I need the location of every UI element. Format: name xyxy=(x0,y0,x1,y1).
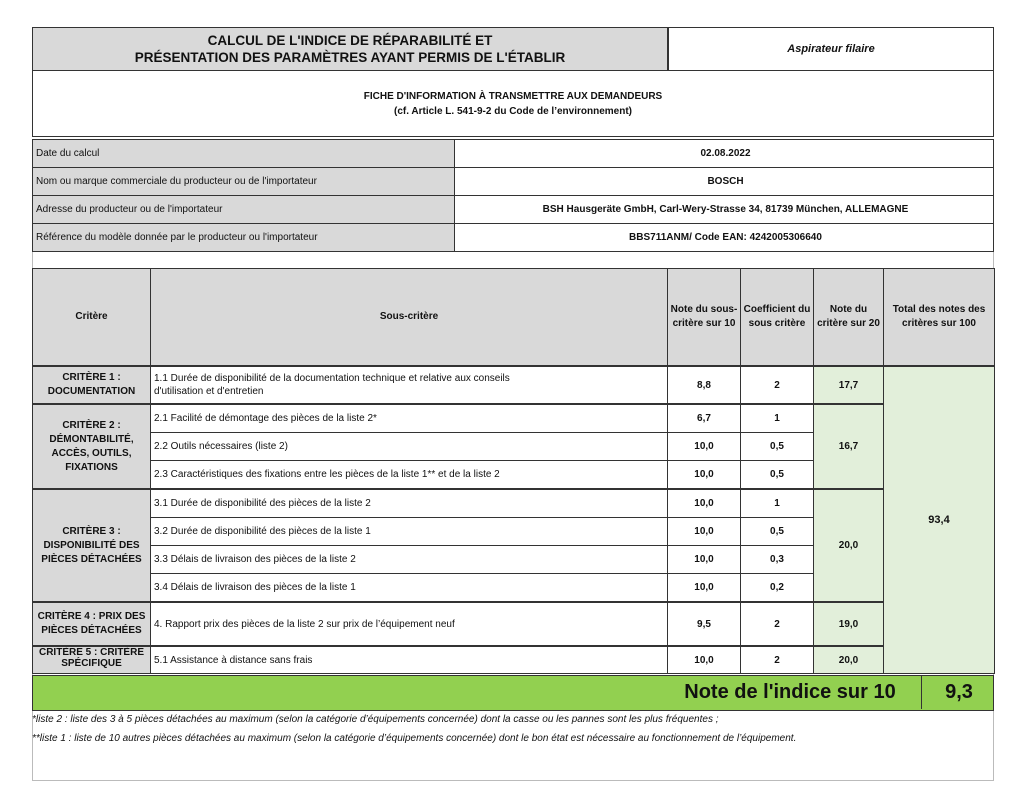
criterion-label-line: CRITÈRE 1 : xyxy=(62,372,121,383)
header-note-critere: Note du critère sur 20 xyxy=(814,269,884,367)
info-label: Adresse du producteur ou de l'importateur xyxy=(33,196,455,224)
sub-criterion-note: 10,0 xyxy=(668,518,741,546)
info-label: Nom ou marque commerciale du producteur ou de l'importateur xyxy=(33,168,455,196)
sub-criterion-label xyxy=(151,366,668,404)
table-row xyxy=(33,366,995,404)
criterion-label-line: PIÈCES DÉTACHÉES xyxy=(41,625,142,636)
sub-criterion-note: 10,0 xyxy=(668,574,741,603)
sub-criterion-coef: 2 xyxy=(741,366,814,404)
sub-criterion-label: 4. Rapport prix des pièces de la liste 2 sur prix de l’équipement neuf xyxy=(151,602,668,646)
sub-criterion-coef: 0,2 xyxy=(741,574,814,603)
criterion-label-line: PIÈCES DÉTACHÉES xyxy=(41,553,142,565)
sub-criterion-coef: 2 xyxy=(741,646,814,674)
criterion-label-line: DÉMONTABILITÉ, xyxy=(49,433,134,445)
sub-criterion-label: 3.2 Durée de disponibilité des pièces de la liste 1 xyxy=(151,518,668,546)
info-value: BSH Hausgeräte GmbH, Carl-Wery-Strasse 34, 81739 München, ALLEMAGNE xyxy=(455,196,994,224)
title-line-1: CALCUL DE L'INDICE DE RÉPARABILITÉ ET xyxy=(207,33,493,48)
footnote-liste-1: **liste 1 : liste de 10 autres pièces détachées au maximum (selon la catégorie d’équipements concernée) dont le bon état est nécessaire au fonctionnement de l’équipement. xyxy=(32,733,797,744)
criterion-4-name xyxy=(33,602,151,646)
criterion-label-line: CRITÈRE 5 : CRITÈRE xyxy=(38,647,144,658)
info-value: BBS711ANM/ Code EAN: 4242005306640 xyxy=(455,224,994,252)
sub-criterion-coef: 1 xyxy=(741,489,814,518)
criteria-table xyxy=(32,268,995,674)
info-table xyxy=(32,139,994,252)
sub-criterion-note: 8,8 xyxy=(668,366,741,404)
title-line-2: PRÉSENTATION DES PARAMÈTRES AYANT PERMIS DE L'ÉTABLIR xyxy=(134,50,566,65)
final-score-value: 9,3 xyxy=(921,676,996,709)
document-title xyxy=(32,27,668,71)
sub-criterion-coef: 1 xyxy=(741,404,814,433)
header-critere: Critère xyxy=(33,269,151,367)
criterion-score: 20,0 xyxy=(814,489,884,602)
criterion-score: 19,0 xyxy=(814,602,884,646)
criterion-label-line: CRITÈRE 3 : xyxy=(62,525,121,537)
header-total: Total des notes des critères sur 100 xyxy=(884,269,995,367)
criterion-score: 20,0 xyxy=(814,646,884,674)
sub-criterion-coef: 0,3 xyxy=(741,546,814,574)
sub-criterion-line: 1.1 Durée de disponibilité de la documentation technique et relative aux conseils xyxy=(154,373,510,384)
info-row xyxy=(33,196,994,224)
total-score: 93,4 xyxy=(884,366,995,674)
table-row xyxy=(33,602,995,646)
criterion-score: 16,7 xyxy=(814,404,884,489)
sheet-heading-line-2: (cf. Article L. 541-9-2 du Code de l’environnement) xyxy=(393,105,632,117)
table-row xyxy=(33,489,995,518)
criterion-label-line: ACCÈS, OUTILS, xyxy=(51,447,132,459)
sub-criterion-label: 2.1 Facilité de démontage des pièces de la liste 2* xyxy=(151,404,668,433)
sub-criterion-label: 2.3 Caractéristiques des fixations entre les pièces de la liste 1** et de la liste 2 xyxy=(151,461,668,490)
sub-criterion-note: 10,0 xyxy=(668,546,741,574)
info-label: Date du calcul xyxy=(33,140,455,168)
product-type-label: Aspirateur filaire xyxy=(787,43,875,55)
criterion-label-line: CRITÈRE 4 : PRIX DES xyxy=(37,611,146,622)
sheet-heading-line-1: FICHE D'INFORMATION À TRANSMETTRE AUX DEMANDEURS xyxy=(363,90,663,102)
sub-criterion-note: 10,0 xyxy=(668,646,741,674)
sub-criterion-coef: 2 xyxy=(741,602,814,646)
header-coefficient: Coefficient du sous critère xyxy=(741,269,814,367)
sub-criterion-label: 3.4 Délais de livraison des pièces de la liste 1 xyxy=(151,574,668,603)
info-value: 02.08.2022 xyxy=(455,140,994,168)
sub-criterion-note: 9,5 xyxy=(668,602,741,646)
sub-criterion-label: 5.1 Assistance à distance sans frais xyxy=(151,646,668,674)
table-row xyxy=(33,404,995,433)
header-sous-critere: Sous-critère xyxy=(151,269,668,367)
criterion-label-line: SPÉCIFIQUE xyxy=(61,658,122,669)
criterion-label-line: CRITÈRE 2 : xyxy=(62,419,121,431)
sub-criterion-coef: 0,5 xyxy=(741,433,814,461)
info-value: BOSCH xyxy=(455,168,994,196)
criterion-label-line: DOCUMENTATION xyxy=(47,386,136,397)
info-sheet-heading xyxy=(32,71,994,137)
criterion-label-line: FIXATIONS xyxy=(65,461,118,473)
info-row xyxy=(33,168,994,196)
criterion-2-name xyxy=(33,404,151,489)
product-type xyxy=(668,27,994,71)
final-score-label: Note de l'indice sur 10 xyxy=(684,681,896,703)
info-label: Référence du modèle donnée par le producteur ou l'importateur xyxy=(33,224,455,252)
info-row xyxy=(33,224,994,252)
criterion-label-line: DISPONIBILITÉ DES xyxy=(43,539,140,551)
criterion-score: 17,7 xyxy=(814,366,884,404)
header-note-sous-critere: Note du sous-critère sur 10 xyxy=(668,269,741,367)
sub-criterion-label: 3.1 Durée de disponibilité des pièces de la liste 2 xyxy=(151,489,668,518)
sub-criterion-note: 10,0 xyxy=(668,461,741,490)
final-score-row xyxy=(32,675,994,711)
criterion-3-name xyxy=(33,489,151,602)
sub-criterion-coef: 0,5 xyxy=(741,461,814,490)
sub-criterion-line: d'utilisation et d'entretien xyxy=(154,386,264,397)
sub-criterion-coef: 0,5 xyxy=(741,518,814,546)
sub-criterion-label: 3.3 Délais de livraison des pièces de la liste 2 xyxy=(151,546,668,574)
table-row xyxy=(33,646,995,674)
criterion-5-name xyxy=(33,646,151,674)
sub-criterion-note: 10,0 xyxy=(668,433,741,461)
info-row xyxy=(33,140,994,168)
sub-criterion-note: 6,7 xyxy=(668,404,741,433)
table-header-row xyxy=(33,269,995,367)
sub-criterion-note: 10,0 xyxy=(668,489,741,518)
criterion-1-name xyxy=(33,366,151,404)
footnote-liste-2: *liste 2 : liste des 3 à 5 pièces détachées au maximum (selon la catégorie d’équipements concernée) dont la casse ou les pannes sont les plus fréquentes ; xyxy=(32,714,719,725)
sub-criterion-label: 2.2 Outils nécessaires (liste 2) xyxy=(151,433,668,461)
